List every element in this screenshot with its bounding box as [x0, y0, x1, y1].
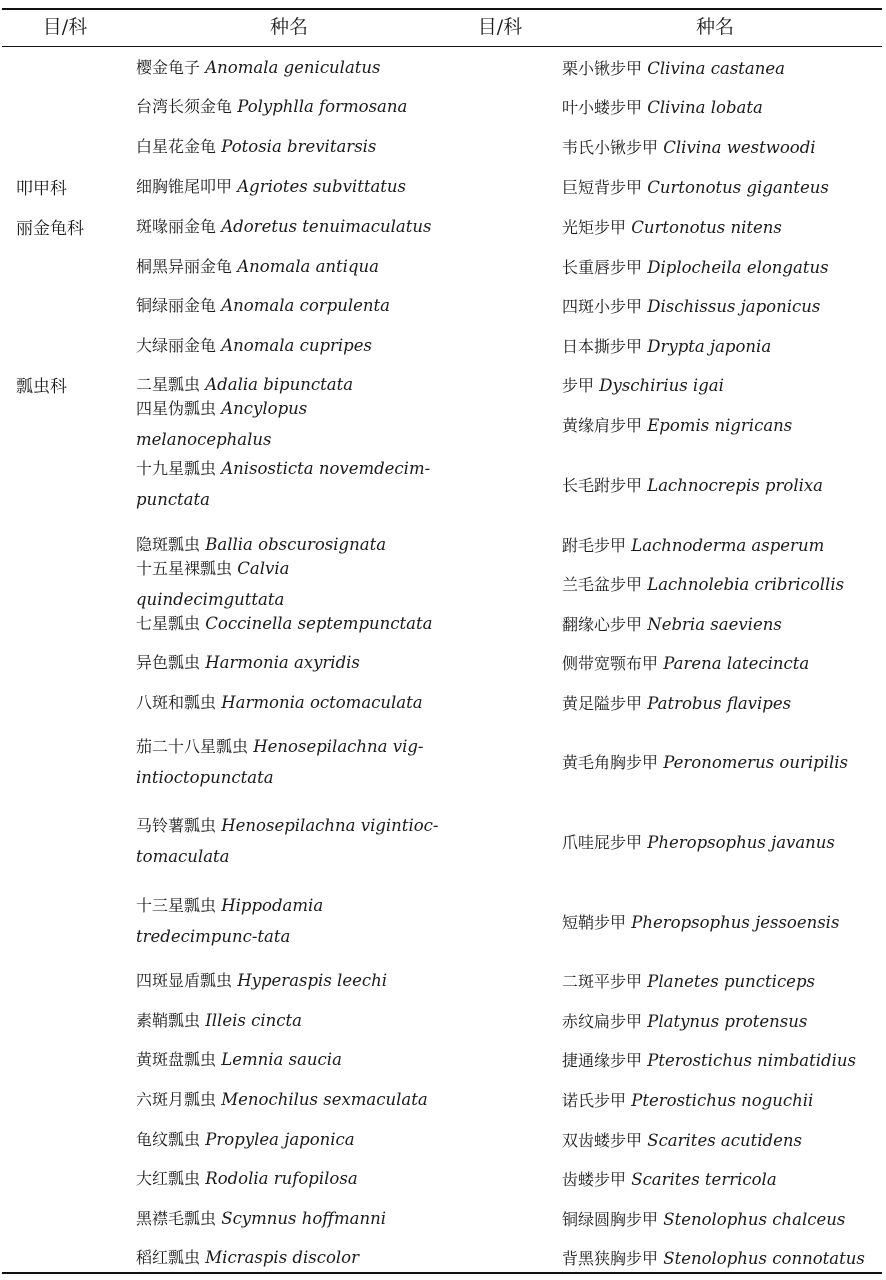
- table-row: [0, 682, 886, 722]
- scientific-name: Diplocheila elongatus: [647, 257, 829, 277]
- scientific-name: Epomis nigricans: [647, 415, 793, 435]
- table-row: [0, 1040, 886, 1079]
- species-cell-left: [134, 290, 560, 321]
- common-name: 黄斑盘瓢虫: [136, 1050, 217, 1069]
- table-row: [0, 1198, 886, 1238]
- species-cell-right: [560, 750, 886, 773]
- scientific-name: Micraspis discolor: [205, 1248, 360, 1267]
- common-name: 铜绿圆胸步甲: [562, 1209, 659, 1229]
- common-name: 步甲: [562, 376, 595, 395]
- common-name: 韦氏小锹步甲: [562, 137, 659, 157]
- table-row: [0, 1000, 886, 1040]
- common-name: 双齿蝼步甲: [562, 1130, 643, 1150]
- table-top-rule: [2, 8, 882, 10]
- common-name: 隐斑瓢虫: [136, 534, 201, 554]
- family-cell: 丽金龟科: [16, 218, 84, 239]
- common-name: 八斑和瓢虫: [136, 692, 217, 712]
- common-name: 素鞘瓢虫: [136, 1010, 201, 1030]
- common-name: 长重唇步甲: [562, 257, 643, 277]
- species-cell-left: [134, 1242, 560, 1273]
- scientific-name: Coccinella septempunctata: [205, 613, 433, 633]
- table-row: [0, 325, 886, 365]
- species-cell-right: [560, 691, 886, 714]
- scientific-name: Curtonotus giganteus: [647, 177, 829, 197]
- scientific-name: Dischissus japonicus: [647, 297, 821, 316]
- species-cell-right: [560, 969, 886, 992]
- species-cell-right: [560, 1207, 886, 1230]
- table-header-rule: [2, 46, 882, 47]
- species-cell-right: [560, 413, 886, 436]
- scientific-name: Anomala geniculatus: [205, 58, 381, 77]
- species-cell-right: [560, 651, 886, 674]
- common-name: 细胸锥尾叩甲: [136, 176, 233, 196]
- scientific-name: Menochilus sexmaculata: [221, 1089, 428, 1109]
- scientific-name: Anomala corpulenta: [221, 296, 390, 315]
- table-row: [0, 643, 886, 682]
- common-name: 龟纹瓢虫: [136, 1129, 201, 1149]
- table-row: [0, 206, 886, 246]
- common-name: 齿蝼步甲: [562, 1170, 627, 1189]
- common-name: 大绿丽金龟: [136, 335, 217, 355]
- table-row: [0, 603, 886, 643]
- common-name: 稻红瓢虫: [136, 1248, 201, 1267]
- common-name: 台湾长须金龟: [136, 97, 233, 116]
- species-cell-left: [134, 251, 560, 282]
- common-name: 四斑显盾瓢虫: [136, 971, 233, 990]
- common-name: 十九星瓢虫: [136, 459, 217, 478]
- common-name: 日本撕步甲: [562, 336, 643, 356]
- species-cell-left: [134, 890, 560, 952]
- species-cell-right: [560, 1167, 886, 1190]
- common-name: 四星伪瓢虫: [136, 399, 217, 418]
- species-cell-left: [134, 1084, 560, 1115]
- header-species-1: 种名: [269, 16, 308, 38]
- species-cell-right: [560, 1048, 886, 1071]
- table-body: [0, 48, 886, 1277]
- species-cell-right: [560, 373, 886, 396]
- common-name: 茄二十八星瓢虫: [136, 736, 249, 756]
- species-cell-right: [560, 612, 886, 635]
- scientific-name: Patrobus flavipes: [647, 693, 792, 713]
- scientific-name: Ancylopus melanocephalus: [136, 399, 308, 449]
- table-bottom-rule: [2, 1272, 882, 1274]
- table-row: [0, 881, 886, 961]
- species-cell-right: [560, 473, 886, 496]
- common-name: 诺氏步甲: [562, 1090, 627, 1110]
- species-cell-left: [134, 608, 560, 639]
- scientific-name: Clivina castanea: [647, 59, 785, 78]
- common-name: 长毛跗步甲: [562, 475, 643, 495]
- species-cell-right: [560, 830, 886, 853]
- scientific-name: Polyphlla formosana: [237, 97, 408, 116]
- species-cell-right: [560, 910, 886, 933]
- scientific-name: Anomala antiqua: [237, 256, 379, 276]
- table-row: [0, 801, 886, 881]
- scientific-name: Pterostichus noguchii: [631, 1090, 814, 1110]
- species-cell-left: [134, 1163, 560, 1194]
- table-row: [0, 1119, 886, 1159]
- common-name: 二斑平步甲: [562, 972, 643, 991]
- species-cell-left: [134, 131, 560, 162]
- common-name: 异色瓢虫: [136, 653, 201, 672]
- species-cell-left: [134, 393, 560, 455]
- table-row: [0, 246, 886, 286]
- species-cell-left: [134, 52, 560, 83]
- scientific-name: Hyperaspis leechi: [237, 971, 387, 990]
- scientific-name: Scymnus hoffmanni: [221, 1208, 387, 1228]
- common-name: 二星瓢虫: [136, 375, 201, 394]
- species-cell-left: [134, 553, 560, 615]
- scientific-name: Planetes puncticeps: [647, 972, 815, 991]
- scientific-name: Agriotes subvittatus: [237, 176, 407, 196]
- scientific-name: Pterostichus nimbatidius: [647, 1051, 856, 1070]
- scientific-name: Pheropsophus jessoensis: [631, 912, 840, 932]
- species-cell-right: [560, 1128, 886, 1151]
- species-cell-left: [134, 1005, 560, 1036]
- common-name: 黄缘肩步甲: [562, 415, 643, 435]
- common-name: 黑襟毛瓢虫: [136, 1208, 217, 1228]
- common-name: 背黑狭胸步甲: [562, 1249, 659, 1268]
- species-cell-right: [560, 215, 886, 238]
- table-row: [0, 286, 886, 325]
- common-name: 兰毛盆步甲: [562, 575, 643, 594]
- common-name: 捷通缘步甲: [562, 1051, 643, 1070]
- table-row: [0, 1159, 886, 1198]
- species-cell-left: [134, 687, 560, 718]
- family-cell: 叩甲科: [16, 178, 67, 199]
- common-name: 短鞘步甲: [562, 912, 627, 932]
- common-name: 光矩步甲: [562, 217, 627, 237]
- family-cell: 瓢虫科: [16, 377, 67, 397]
- common-name: 马铃薯瓢虫: [136, 816, 217, 835]
- common-name: 巨短背步甲: [562, 177, 643, 197]
- species-cell-left: [134, 211, 560, 242]
- species-cell-right: [560, 175, 886, 198]
- species-cell-left: [134, 91, 560, 122]
- species-cell-left: [134, 731, 560, 793]
- species-cell-left: [134, 171, 560, 202]
- species-cell-right: [560, 1088, 886, 1111]
- species-cell-right: [560, 533, 886, 556]
- scientific-name: Parena latecincta: [663, 654, 810, 673]
- table-row: [0, 126, 886, 166]
- species-cell-right: [560, 135, 886, 158]
- common-name: 叶小蝼步甲: [562, 98, 643, 117]
- scientific-name: Calvia quindecimguttata: [136, 558, 290, 609]
- scientific-name: Pheropsophus javanus: [647, 832, 835, 852]
- scientific-name: Platynus protensus: [647, 1011, 808, 1031]
- scientific-name: Curtonotus nitens: [631, 217, 782, 237]
- common-name: 赤纹扁步甲: [562, 1011, 643, 1031]
- scientific-name: Scarites acutidens: [647, 1130, 802, 1150]
- scientific-name: Stenolophus connotatus: [663, 1249, 865, 1268]
- header-order-family-1: 目/科: [42, 16, 88, 38]
- species-cell-left: [134, 453, 560, 515]
- species-cell-right: [560, 334, 886, 357]
- scientific-name: Henosepilachna vigintioc-tomaculata: [136, 816, 439, 866]
- common-name: 黄毛角胸步甲: [562, 753, 659, 772]
- scientific-name: Adoretus tenuimaculatus: [221, 216, 432, 236]
- header-species-2: 种名: [695, 16, 734, 38]
- common-name: 桐黑异丽金龟: [136, 256, 233, 276]
- common-name: 白星花金龟: [136, 136, 217, 156]
- species-cell-right: [560, 255, 886, 278]
- table-row: [0, 722, 886, 801]
- species-cell-left: [134, 1203, 560, 1234]
- scientific-name: Clivina lobata: [647, 98, 763, 117]
- scientific-name: Anomala cupripes: [221, 335, 372, 355]
- table-row: [0, 558, 886, 609]
- scientific-name: Lachnocrepis prolixa: [647, 475, 824, 495]
- scientific-name: Scarites terricola: [631, 1170, 777, 1189]
- species-cell-left: [134, 1044, 560, 1075]
- scientific-name: Potosia brevitarsis: [221, 136, 377, 156]
- scientific-name: Propylea japonica: [205, 1129, 355, 1149]
- species-cell-left: [134, 1124, 560, 1155]
- common-name: 爪哇屁步甲: [562, 832, 643, 852]
- common-name: 六斑月瓢虫: [136, 1089, 217, 1109]
- species-cell-right: [560, 56, 886, 79]
- scientific-name: Lachnoderma asperum: [631, 535, 825, 555]
- scientific-name: Adalia bipunctata: [205, 375, 354, 394]
- species-cell-right: [560, 572, 886, 595]
- species-cell-right: [560, 1246, 886, 1269]
- common-name: 大红瓢虫: [136, 1169, 201, 1188]
- table-row: [0, 961, 886, 1000]
- scientific-name: Rodolia rufopilosa: [205, 1169, 358, 1188]
- species-cell-right: [560, 294, 886, 317]
- common-name: 樱金龟子: [136, 58, 201, 77]
- table-row: [0, 166, 886, 206]
- scientific-name: Dyschirius igai: [599, 376, 724, 395]
- table-row: [0, 48, 886, 87]
- table-row: [0, 399, 886, 449]
- species-cell-left: [134, 647, 560, 678]
- scientific-name: Clivina westwoodi: [663, 137, 816, 157]
- scientific-name: Lachnolebia cribricollis: [647, 575, 845, 594]
- common-name: 黄足隘步甲: [562, 693, 643, 713]
- table-row: [0, 1079, 886, 1119]
- scientific-name: Anisosticta novemdecim-punctata: [136, 459, 431, 509]
- species-cell-right: [560, 95, 886, 118]
- scientific-name: Nebria saeviens: [647, 614, 782, 634]
- common-name: 七星瓢虫: [136, 613, 201, 633]
- common-name: 四斑小步甲: [562, 297, 643, 316]
- common-name: 侧带宽颚布甲: [562, 654, 659, 673]
- species-cell-left: [134, 330, 560, 361]
- table-row: [0, 444, 886, 524]
- scientific-name: Henosepilachna vig-intioctopunctata: [136, 736, 424, 787]
- scientific-name: Harmonia axyridis: [205, 653, 360, 672]
- table-row: [0, 87, 886, 126]
- scientific-name: Stenolophus chalceus: [663, 1209, 846, 1229]
- header-order-family-2: 目/科: [477, 16, 523, 38]
- scientific-name: Ballia obscurosignata: [205, 534, 387, 554]
- scientific-name: Peronomerus ouripilis: [663, 753, 848, 772]
- common-name: 跗毛步甲: [562, 535, 627, 555]
- common-name: 翻缘心步甲: [562, 614, 643, 634]
- scientific-name: Lemnia saucia: [221, 1050, 342, 1069]
- species-cell-left: [134, 965, 560, 996]
- species-cell-left: [134, 810, 560, 872]
- common-name: 斑喙丽金龟: [136, 216, 217, 236]
- common-name: 栗小锹步甲: [562, 59, 643, 78]
- common-name: 十五星裸瓢虫: [136, 558, 233, 578]
- scientific-name: Drypta japonia: [647, 336, 772, 356]
- common-name: 十三星瓢虫: [136, 896, 217, 915]
- species-cell-right: [560, 1009, 886, 1032]
- scientific-name: Harmonia octomaculata: [221, 692, 423, 712]
- common-name: 铜绿丽金龟: [136, 296, 217, 315]
- scientific-name: Illeis cincta: [205, 1010, 302, 1030]
- scientific-name: Hippodamia tredecimpunc-tata: [136, 896, 324, 946]
